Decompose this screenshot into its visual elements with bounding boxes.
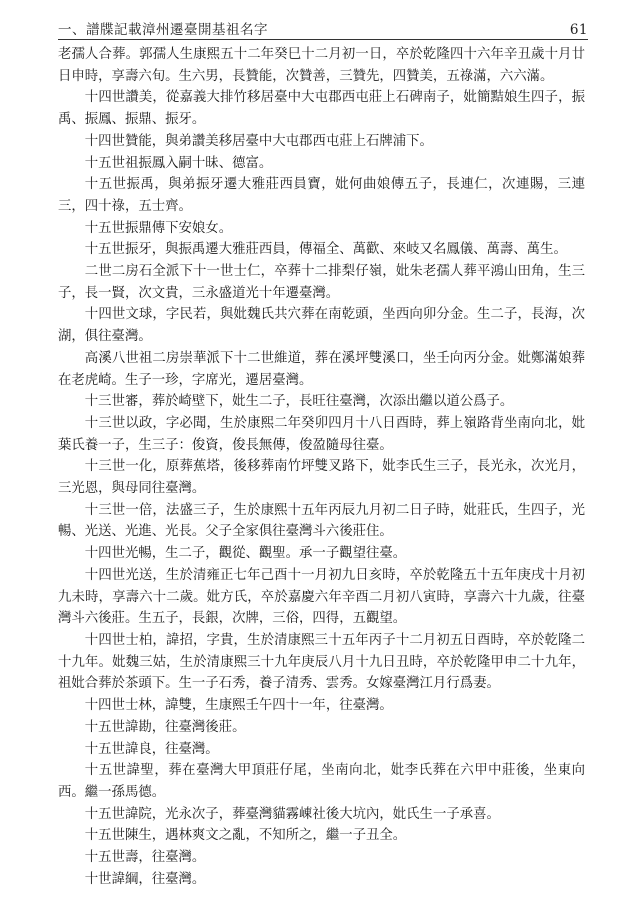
body-text <box>58 44 585 890</box>
paragraph: 十三世一倍，法盛三子，生於康熙十五年丙辰九月初二日子時，妣莊氏，生四子，光暢、光送、光進、光長。父子全家俱往臺灣斗六後莊住。 <box>58 502 585 540</box>
paragraph: 十五世諱聖，葬在臺灣大甲頂莊仔尾，坐南向北，妣李氏葬在六甲中莊後，坐東向西。繼一孫馬德。 <box>58 763 585 800</box>
paragraph: 十世諱綱，往臺灣。 <box>84 871 206 887</box>
page-number: 61 <box>569 22 588 38</box>
paragraph: 十三世以政，字必聞，生於康熙二年癸卯四月十八日酉時，葬上嶺路背坐南向北，妣葉氏養一子，生三子：俊資，俊長無傳，俊盈隨母往臺。 <box>58 415 585 453</box>
paragraph: 老孺人合葬。郭孺人生康熙五十二年癸巳十二月初一日，卒於乾隆四十六年辛丑歲十月廿日申時，享壽六旬。生六男，長贊能，次贊善，三贊先，四贊美，五祿滿，六六滿。 <box>58 47 585 84</box>
header-divider <box>58 39 588 40</box>
paragraph: 十四世光暢，生二子，觀從、觀聖。承一子觀望往臺。 <box>84 546 407 562</box>
paragraph: 十五世振鼎傳下安娘女。 <box>84 220 233 236</box>
paragraph: 十五世振牙，與振禹遷大雅莊西員，傳福全、萬歡、來岐又名鳳儀、萬壽、萬生。 <box>84 242 567 258</box>
paragraph: 十五世陳生，遇林爽文之亂，不知所之，繼一子丑全。 <box>84 828 407 844</box>
running-header <box>58 14 588 38</box>
paragraph: 十五世壽，往臺灣。 <box>84 850 206 866</box>
paragraph: 二世二房石全派下十一世士仁，卒葬十二排梨仔嶺，妣朱老孺人葬平鴻山田角，生三子，長一賢，次文貴，三永盛道光十年遷臺灣。 <box>58 264 585 301</box>
paragraph: 十四世光送，生於清雍正七年己酉十一月初九日亥時，卒於乾隆五十五年庚戌十月初九未時，享壽六十二歲。妣方氏，卒於嘉慶六年辛酉二月初八寅時，享壽六十九歲，往臺灣斗六後莊。生五子，長銀，次牌，三俗，四得，五觀望。 <box>58 567 585 627</box>
paragraph: 高溪八世祖二房崇華派下十二世維道，葬在溪坪雙溪口，坐壬向丙分金。妣鄭滿娘葬在老虎崎。生子一珍，字席光，遷居臺灣。 <box>58 350 585 388</box>
paragraph: 十五世祖振鳳入嗣十昧、德富。 <box>84 155 273 171</box>
paragraph: 十四世贊能，與弟讚美移居臺中大屯郡西屯莊上石牌浦下。 <box>84 133 433 149</box>
paragraph: 十五世諱良，往臺灣。 <box>84 741 219 757</box>
paragraph: 十五世諱院，光永次子，葬臺灣貓霧崠社後大坑內，妣氏生一子承喜。 <box>84 806 500 822</box>
paragraph: 十五世諱勘，往臺灣後莊。 <box>84 719 246 735</box>
paragraph: 十四世士林，諱雙，生康熙壬午四十一年，往臺灣。 <box>84 698 393 714</box>
paragraph: 十四世讚美，從嘉義大排竹移居臺中大屯郡西屯莊上石碑南子，妣簡黠娘生四子，振禹、振鳳、振鼎、振牙。 <box>58 90 585 128</box>
chapter-title: 一、譜牒記載漳州遷臺開基祖名字 <box>58 22 268 38</box>
paragraph: 十四世士柏，諱招，字貴，生於清康熙三十五年丙子十二月初五日酉時，卒於乾隆二十九年。妣魏三姑，生於清康熙三十九年庚辰八月十九日丑時，卒於乾隆甲申二十九年，祖妣合葬於茶頭下。生一子石秀，養子清秀、雲秀。女嫁臺灣江月行爲妻。 <box>58 632 585 692</box>
paragraph: 十三世一化，原葬蕉塔，後移葬南竹坪雙叉路下，妣李氏生三子，長光永，次光月，三光恩，與母同往臺灣。 <box>58 459 585 497</box>
paragraph: 十五世振禹，與弟振牙遷大雅莊西員寶，妣何曲娘傳五子，長連仁，次連賜，三連三，四十祿，五士齊。 <box>58 177 585 214</box>
paragraph: 十四世文球，字民若，與妣魏氏共穴葬在南乾頭，坐西向卯分金。生二子，長海，次湖，俱往臺灣。 <box>58 307 585 345</box>
paragraph: 十三世審，葬於崎壁下，妣生二子，長旺往臺灣，次添出繼以道公爲子。 <box>84 394 514 410</box>
